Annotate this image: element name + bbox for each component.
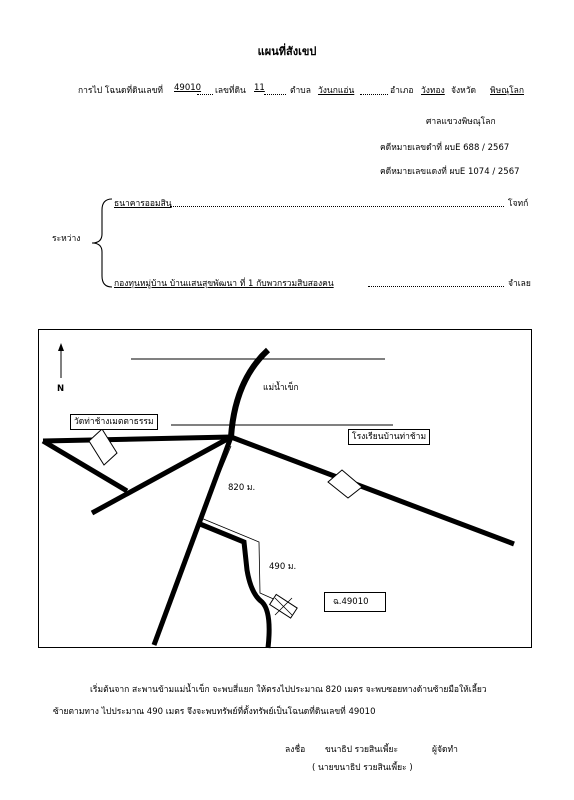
defendant-role: จำเลย — [508, 279, 531, 289]
distance-490-label: 490 ม. — [269, 562, 297, 572]
plaintiff-name: ธนาคารออมสิน — [114, 199, 172, 209]
signature-role: ผู้จัดทำ — [432, 745, 458, 755]
north-arrow-icon — [58, 343, 64, 351]
land-number: 11 — [254, 83, 265, 93]
signature-label: ลงชื่อ — [285, 745, 306, 755]
land-number-label: เลขที่ดิน — [215, 86, 246, 96]
target-deed-label: ฉ.49010 — [324, 592, 386, 612]
temple-building-icon — [89, 429, 117, 465]
location-map — [38, 329, 532, 648]
province: พิษณุโลก — [490, 86, 525, 96]
deed-prefix: การไป โฉนดที่ดินเลขที่ — [78, 86, 164, 96]
north-label: N — [57, 384, 65, 394]
road-west — [43, 437, 231, 441]
signature-printed-name: ( นายขนาธิป รวยสินเพี้ยะ ) — [312, 763, 413, 773]
subdistrict-label: ตำบล — [290, 86, 311, 96]
description-line-2: ซ้ายตามทาง ไปประมาณ 490 เมตร จึงจะพบทรัพย์ที่ตั้งทรัพย์เป็นโฉนดที่ดินเลขที่ 49010 — [53, 707, 376, 717]
district: วังทอง — [421, 86, 445, 96]
temple-label: วัดท่าช้างเมตตาธรรม — [70, 414, 158, 430]
school-label: โรงเรียนบ้านท่าช้าม — [348, 429, 430, 445]
black-case-number: คดีหมายเลขดำที่ ผบE 688 / 2567 — [380, 143, 510, 153]
red-case-number: คดีหมายเลขแดงที่ ผบE 1074 / 2567 — [380, 167, 520, 177]
description-line-1: เริ่มต้นจาก สะพานข้ามแม่น้ำเข็ก จะพบสี่แยก ให้ตรงไปประมาณ 820 เมตร จะพบซอยทางด้านซ้ายมือให้เลี้ยว — [90, 685, 487, 695]
map-drawing — [39, 330, 533, 649]
map-title: แผนที่สังเขป — [257, 45, 317, 58]
signature-name: ขนาธิป รวยสินเพี้ยะ — [325, 745, 399, 755]
deed-number: 49010 — [174, 83, 202, 93]
river-label: แม่น้ำเข็ก — [263, 383, 299, 393]
court-name: ศาลแขวงพิษณุโลก — [426, 117, 496, 127]
between-label: ระหว่าง — [52, 234, 81, 244]
road-east — [231, 437, 514, 544]
brace-icon — [86, 196, 114, 290]
route-path — [201, 446, 287, 605]
defendant-name: กองทุนหมู่บ้าน บ้านแสนสุขพัฒนา ที่ 1 กับพวกรวมสิบสองคน — [114, 279, 334, 289]
province-label: จังหวัด — [451, 86, 477, 96]
district-label: อำเภอ — [390, 86, 414, 96]
road-south — [154, 437, 231, 645]
subdistrict: วังนกแอ่น — [318, 86, 355, 96]
distance-820-label: 820 ม. — [228, 483, 256, 493]
plaintiff-role: โจทก์ — [508, 199, 529, 209]
